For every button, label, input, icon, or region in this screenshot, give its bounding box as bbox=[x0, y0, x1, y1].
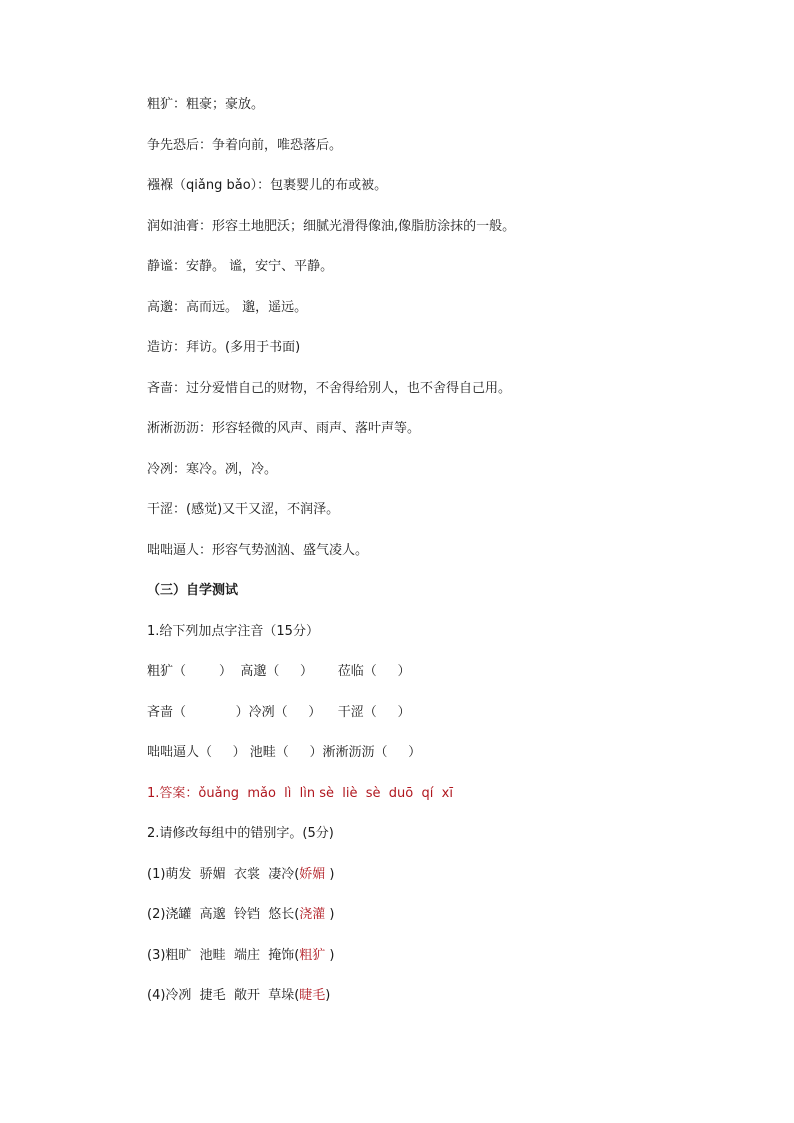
glossary-item bbox=[147, 295, 747, 336]
question-2-text: (3)粗旷 池畦 端庄 掩饰( bbox=[147, 947, 300, 963]
question-2-close: ) bbox=[325, 907, 335, 922]
question-1-row: 咄咄逼人（ ） 池畦（ ）淅淅沥沥（ ） bbox=[147, 745, 422, 760]
question-1-answer: 1.答案：ǒuǎng mǎo lì lìn sè liè sè duō qí xī bbox=[147, 785, 453, 801]
glossary-definition: ：粗豪；豪放。 bbox=[173, 97, 265, 112]
question-1-row: 粗犷（ ） 高邈（ ） 莅临（ ） bbox=[147, 664, 411, 679]
question-2-title: 2.请修改每组中的错别字。(5分) bbox=[147, 826, 334, 841]
question-2-row bbox=[147, 943, 747, 984]
question-2-row bbox=[147, 902, 747, 943]
glossary-definition: ：争着向前，唯恐落后。 bbox=[199, 137, 343, 153]
question-2-answer: 浇灌 bbox=[299, 907, 326, 922]
glossary-definition: ：过分爱惜自己的财物，不舍得给别人，也不舍得自己用。 bbox=[173, 380, 512, 396]
question-2-answer: 粗犷 bbox=[299, 947, 326, 963]
question-1-row: 吝啬（ ）冷冽（ ） 干涩（ ） bbox=[147, 704, 411, 720]
glossary-item bbox=[147, 214, 747, 255]
glossary-item bbox=[147, 457, 747, 498]
question-2-text: (4)冷冽 捷毛 敞开 草垛( bbox=[147, 988, 300, 1003]
glossary-item bbox=[147, 497, 747, 538]
question-1-title: 1.给下列加点字注音（15分） bbox=[147, 623, 319, 639]
question-2-text: (2)浇罐 高邈 铃铛 悠长( bbox=[147, 907, 300, 922]
glossary-term: 高邈 bbox=[147, 299, 174, 315]
glossary-definition: ：高而远。 邈，遥远。 bbox=[173, 299, 308, 315]
glossary-definition: ：形容轻微的风声、雨声、落叶声等。 bbox=[199, 421, 421, 436]
glossary-definition: ：拜访。(多用于书面) bbox=[173, 340, 301, 355]
glossary-term: 润如油膏 bbox=[147, 218, 200, 234]
glossary-term: 造访 bbox=[147, 340, 174, 355]
glossary-item bbox=[147, 254, 747, 295]
glossary-definition: ：形容土地肥沃；细腻光滑得像油,像脂肪涂抹的一般。 bbox=[199, 218, 516, 234]
glossary-item bbox=[147, 376, 747, 417]
glossary-term: 干涩 bbox=[147, 502, 174, 517]
glossary-item bbox=[147, 538, 747, 579]
glossary-term: 静谧 bbox=[147, 259, 174, 274]
glossary-definition: ：(感觉)又干又涩，不润泽。 bbox=[173, 502, 340, 517]
section-heading: （三）自学测试 bbox=[147, 583, 239, 598]
glossary-item bbox=[147, 92, 747, 133]
glossary-term: 粗犷 bbox=[147, 97, 174, 112]
question-2-close: ) bbox=[325, 866, 335, 882]
glossary-definition: ：寒冷。冽，冷。 bbox=[173, 461, 278, 477]
question-2-close: ) bbox=[325, 988, 331, 1003]
question-2-text: (1)萌发 骄媚 衣裳 凄冷( bbox=[147, 866, 300, 882]
glossary-item bbox=[147, 173, 747, 214]
glossary-item bbox=[147, 416, 747, 457]
glossary-item bbox=[147, 133, 747, 174]
glossary-term: 襁褓 bbox=[147, 178, 174, 193]
glossary-item bbox=[147, 335, 747, 376]
question-2-row bbox=[147, 983, 747, 1024]
document-page bbox=[147, 92, 747, 1024]
glossary-term: 咄咄逼人 bbox=[147, 542, 200, 558]
glossary-term: 吝啬 bbox=[147, 380, 174, 396]
glossary-term: 争先恐后 bbox=[147, 137, 200, 153]
question-2-answer: 睫毛 bbox=[299, 988, 326, 1003]
glossary-definition: ：安静。 谧，安宁、平静。 bbox=[173, 259, 334, 274]
glossary-term: 淅淅沥沥 bbox=[147, 421, 200, 436]
question-2-answer: 娇媚 bbox=[299, 866, 326, 882]
glossary-definition: （qiǎng bǎo）：包裹婴儿的布或被。 bbox=[173, 178, 388, 193]
question-2-close: ) bbox=[325, 947, 335, 963]
question-2-row bbox=[147, 862, 747, 903]
glossary-term: 冷冽 bbox=[147, 461, 174, 477]
glossary-definition: ：形容气势汹汹、盛气凌人。 bbox=[199, 542, 369, 558]
